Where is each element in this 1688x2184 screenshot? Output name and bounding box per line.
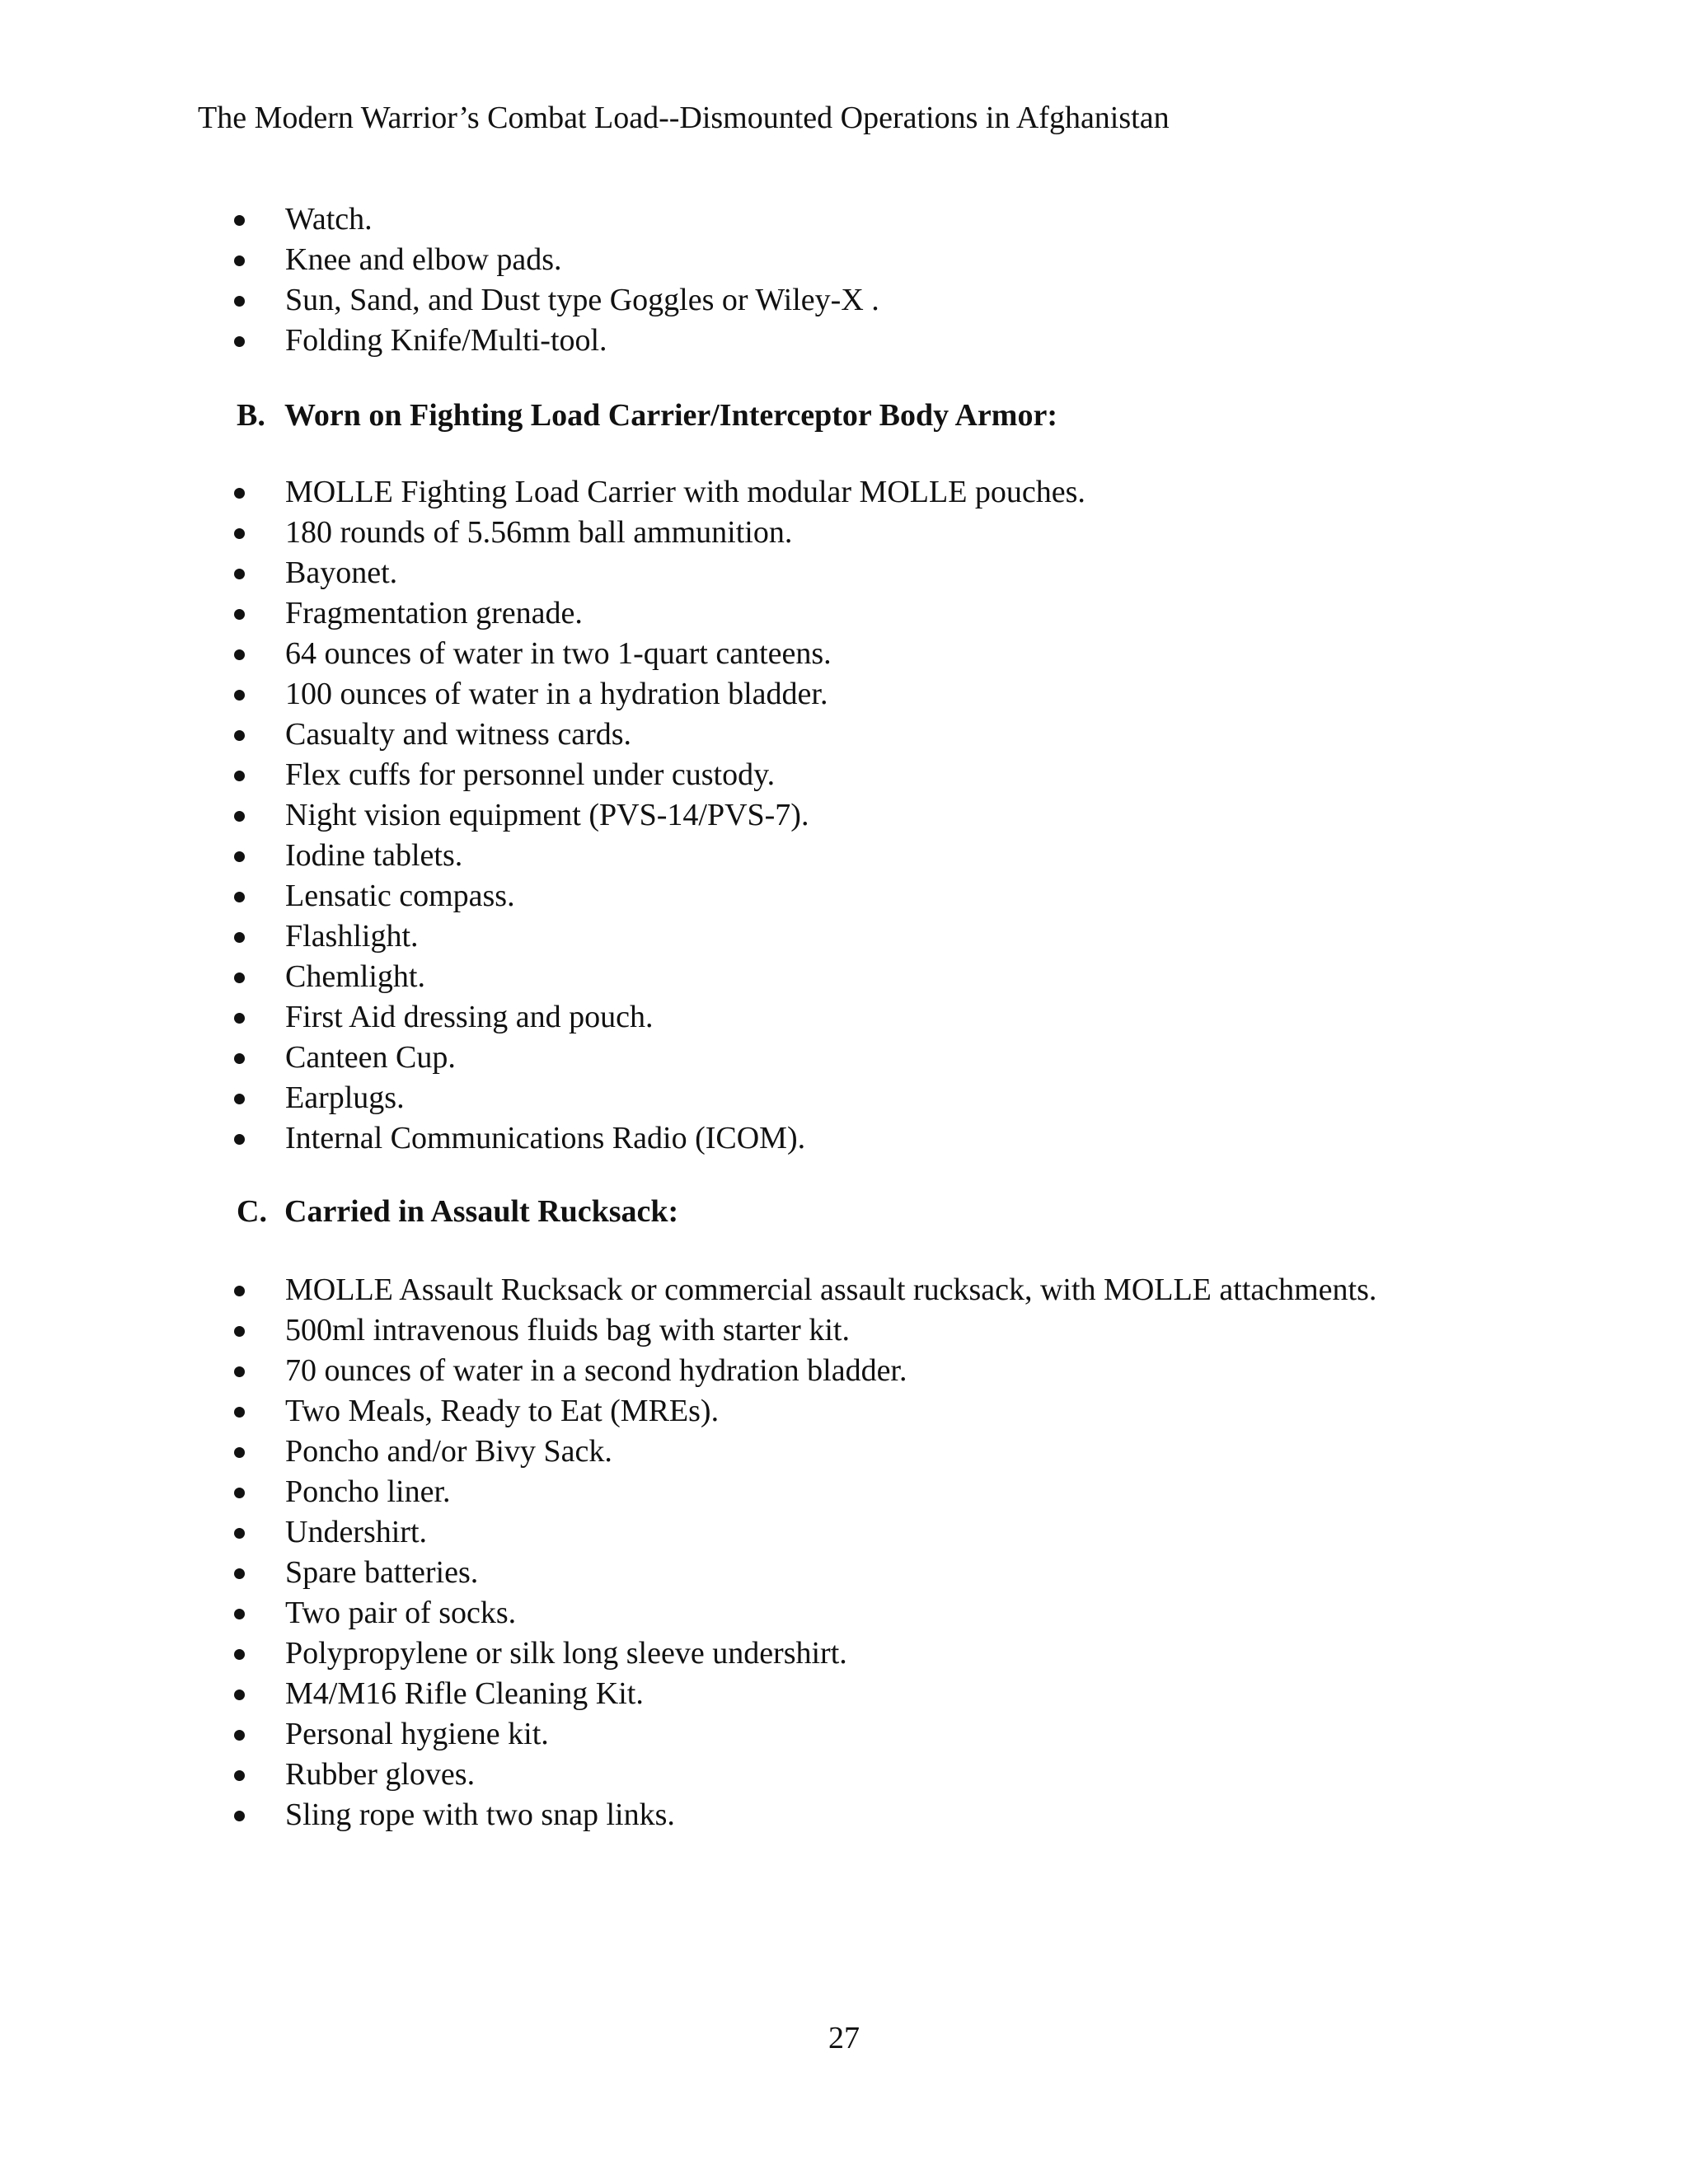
list-item-text: Spare batteries. [285,1555,479,1590]
bullet-icon [234,1488,245,1498]
list-item-text: Earplugs. [285,1080,405,1115]
list-item-text: Poncho and/or Bivy Sack. [285,1434,612,1469]
list-item-text: Internal Communications Radio (ICOM). [285,1121,806,1155]
section-letter-b: B. [237,398,265,433]
list-item-text: 70 ounces of water in a second hydration bladder. [285,1353,907,1388]
list-item-text: 500ml intravenous fluids bag with starter kit. [285,1313,850,1347]
bullet-icon [234,609,245,620]
section-heading-b [237,395,1057,436]
bullet-icon [234,1568,245,1579]
page-number: 27 [828,2021,860,2055]
section-letter-c: C. [237,1194,267,1229]
bullet-icon [234,1013,245,1024]
bullet-icon [234,972,245,983]
list-item-text: Chemlight. [285,959,425,994]
list-item-text: Knee and elbow pads. [285,242,562,277]
bullet-icon [234,528,245,539]
bullet-icon [234,851,245,862]
bullet-icon [234,569,245,579]
bullet-icon [234,336,245,347]
list-item-text: Canteen Cup. [285,1040,456,1075]
bullet-icon [234,1134,245,1145]
bullet-icon [234,932,245,943]
list-item-text: MOLLE Fighting Load Carrier with modular MOLLE pouches. [285,475,1085,509]
list-item-text: 100 ounces of water in a hydration bladder. [285,677,828,711]
list-item-text: Personal hygiene kit. [285,1717,549,1751]
list-item-text: Undershirt. [285,1515,428,1549]
bullet-icon [234,1528,245,1539]
bullet-icon [234,1053,245,1064]
bullet-icon [234,1609,245,1619]
bullet-icon [234,1690,245,1700]
bullet-icon [234,215,245,226]
list-item-text: Lensatic compass. [285,879,515,913]
list-item-text: First Aid dressing and pouch. [285,1000,654,1034]
list-item-text: Sling rope with two snap links. [285,1797,675,1832]
list-item-text: Casualty and witness cards. [285,717,632,752]
list-item-text: Sun, Sand, and Dust type Goggles or Wiley-X . [285,283,879,317]
list-item-text: MOLLE Assault Rucksack or commercial assault rucksack, with MOLLE attachments. [285,1272,1377,1307]
list-item-text: Poncho liner. [285,1474,451,1509]
bullet-icon [234,488,245,499]
list-item-text: Fragmentation grenade. [285,596,583,630]
bullet-icon [234,892,245,902]
bullet-icon [234,771,245,781]
list-item-text: Polypropylene or silk long sleeve undershirt. [285,1636,847,1671]
bullet-icon [234,1649,245,1660]
bullet-icon [234,1447,245,1458]
list-item-text: 64 ounces of water in two 1-quart canteens. [285,636,832,671]
section-title-c: Carried in Assault Rucksack: [284,1194,679,1229]
bullet-icon [234,1366,245,1377]
list-item-text: 180 rounds of 5.56mm ball ammunition. [285,515,793,550]
list-item-text: Folding Knife/Multi-tool. [285,323,607,358]
bullet-icon [234,1407,245,1418]
bullet-icon [234,811,245,822]
section-title-b: Worn on Fighting Load Carrier/Interceptor Body Armor: [284,398,1057,433]
bullet-icon [234,690,245,701]
section-heading-c [237,1191,678,1232]
list-item-text: M4/M16 Rifle Cleaning Kit. [285,1676,644,1711]
bullet-icon [234,1730,245,1741]
list-item-text: Iodine tablets. [285,838,463,873]
list-item-text: Flashlight. [285,919,419,954]
bullet-icon [234,1811,245,1821]
list-item-text: Two pair of socks. [285,1596,517,1630]
bullet-icon [234,296,245,307]
list-item-text: Bayonet. [285,555,398,590]
bullet-icon [234,1770,245,1781]
list-item-text: Night vision equipment (PVS-14/PVS-7). [285,798,809,832]
bullet-icon [234,1094,245,1104]
list-item-text: Watch. [285,202,373,237]
bullet-icon [234,1326,245,1337]
bullet-icon [234,730,245,741]
list-item-text: Two Meals, Ready to Eat (MREs). [285,1394,720,1428]
running-header: The Modern Warrior’s Combat Load--Dismounted Operations in Afghanistan [198,101,1170,135]
bullet-icon [234,255,245,266]
list-item-text: Flex cuffs for personnel under custody. [285,757,776,792]
bullet-icon [234,1286,245,1296]
bullet-icon [234,649,245,660]
list-item-text: Rubber gloves. [285,1757,476,1792]
